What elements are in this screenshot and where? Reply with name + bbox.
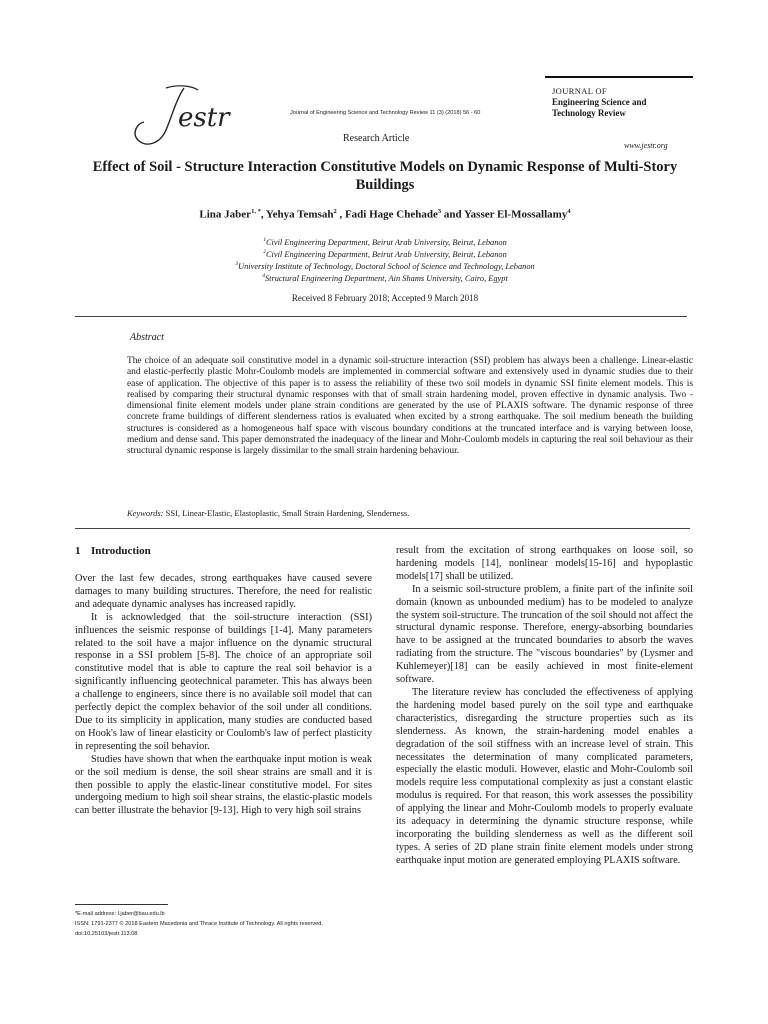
author-sup: 3 xyxy=(437,208,442,215)
paragraph: It is acknowledged that the soil-structure interaction (SSI) influences the seismic response of buildings [1-4]. Many parameters related to the soil have a major influence on the dynamic structural response in a SSI problem [5-8]. The choice of an appropriate soil constitutive model that is able to capture the real soil behavior is a significantly influencing geotechnical parameter. This has always been a challenge to engineers, since there is no available soil model that can perfectly depict the complex behavior of the soil under all conditions. Due to its simplicity in application, many studies are conducted based on Hook's law of linear elasticity or Coulomb's law of perfect plasticity in representing the soil behavior. xyxy=(75,611,372,752)
keywords-list: SSI, Linear-Elastic, Elastoplastic, Small Strain Hardening, Slenderness. xyxy=(163,508,410,518)
affiliation-text: Structural Engineering Department, Ain Shams University, Cairo, Egypt xyxy=(264,273,508,283)
journal-name-line1: JOURNAL OF xyxy=(552,86,607,96)
author-sup: 1, * xyxy=(251,208,261,215)
affiliation-text: Civil Engineering Department, Beirut Arab University, Beirut, Lebanon xyxy=(265,249,507,259)
journal-name-box xyxy=(552,86,692,119)
footnote-rule xyxy=(75,904,168,905)
journal-name-line3: Technology Review xyxy=(552,108,626,118)
affiliation-sup: 4 xyxy=(262,273,265,279)
affiliation xyxy=(110,237,660,247)
logo-text: estr xyxy=(178,103,230,133)
divider xyxy=(75,316,687,317)
received-dates: Received 8 February 2018; Accepted 9 March 2018 xyxy=(291,293,479,303)
abstract-text: The choice of an adequate soil constitutive model in a dynamic soil-structure interaction (SSI) problem has always been a challenge. Linear-elastic and elastic-perfectly plastic Mohr-Coulomb models are implemented in commercial software and extensively used in dynamic studies due to their ease of application. The objective of this paper is to assess the reliability of these two soil models in dynamic SSI finite element models. This is realised by comparing their structural dynamic responses with that of small strain hardening model, proven effective in dynamic analysis. Two - dimensional finite element models under plane strain conditions are generated by the use of PLAXIS software. The dynamic response of three concrete frame buildings of different slenderness ratios is evaluated when excited by a strong earthquake. The soil medium beneath the building structures is considered as a homogeneous half space with viscous boundary conditions at the truncated interface and is varying between loose, medium and dense sand. This paper demonstrated the inadequacy of the linear and Mohr-Coulomb models in capturing the real soil behaviour as their structural dynamic response is largely dissimilar to the small strain hardening behaviour. xyxy=(127,356,693,457)
author-sup: 2 xyxy=(333,208,337,215)
left-column xyxy=(75,573,372,818)
affiliation-text: University Institute of Technology, Doctoral School of Science and Technology, Lebanon xyxy=(238,261,535,271)
affiliation-sup: 3 xyxy=(235,261,239,267)
journal-url[interactable]: www.jestr.org xyxy=(624,141,668,150)
keywords-label: Keywords: xyxy=(127,508,164,518)
section-title: Introduction xyxy=(91,545,151,557)
footnote-issn: ISSN: 1791-2377 © 2018 Eastern Macedonia and Thrace Institute of Technology. All rights reserved. xyxy=(75,921,323,927)
paragraph: Studies have shown that when the earthquake input motion is weak or the soil medium is dense, the soil shear strains are small and it is then possible to apply the elastic-linear constitutive model. For sites undergoing medium to high soil shear strains, the elastic-plastic models can better illustrate the behavior [9-13]. High to very high soil strains xyxy=(75,753,372,817)
affiliation-text: Civil Engineering Department, Beirut Arab University, Beirut, Lebanon xyxy=(265,237,507,247)
paragraph: result from the excitation of strong earthquakes on loose soil, so hardening models [14], nonlinear models[15-16] and hypoplastic models[17] shall be utilized. xyxy=(396,545,693,582)
section-heading xyxy=(75,545,151,557)
author-sup: 4 xyxy=(567,208,571,215)
right-column xyxy=(396,545,693,868)
footnote-email[interactable]: *E-mail address: l.jaber@bau.edu.lb xyxy=(75,911,165,917)
affiliation-sup: 1 xyxy=(263,237,266,243)
footnote-doi: doi:10.25103/jestr.113.08 xyxy=(75,931,138,937)
affiliation-sup: 2 xyxy=(263,249,266,255)
divider xyxy=(75,528,690,529)
affiliation xyxy=(110,249,660,259)
paragraph: Over the last few decades, strong earthquakes have caused severe damages to many building structures. Therefore, the need for realistic and adequate dynamic analyses has increased rapidly. xyxy=(75,573,372,610)
affiliation xyxy=(110,261,660,271)
author-name: Lina Jaber xyxy=(199,208,252,221)
author-name: Yehya Temsah xyxy=(265,208,334,221)
paragraph: In a seismic soil-structure problem, a finite part of the infinite soil domain (known as unbounded medium) has to be modeled to analyze the system soil-structure. The truncation of the soil should not affect the structural dynamic response. Therefore, energy-absorbing boundaries have to be assigned at the truncated boundaries to absorb the waves radiating from the structure. The "viscous boundaries" by (Lysmer and Kuhlemeyer)[18] can be easily achieved in most finite-element software. xyxy=(396,583,693,686)
header-rule xyxy=(545,76,693,78)
affiliation xyxy=(110,273,660,283)
author-list xyxy=(110,208,660,221)
author-name: Fadi Hage Chehade xyxy=(344,208,438,221)
keywords xyxy=(127,508,693,518)
author-sep: , xyxy=(260,208,266,221)
author-name: Yasser El-Mossallamy xyxy=(463,208,568,221)
author-sep: and xyxy=(441,208,464,221)
author-sep: , xyxy=(336,208,345,221)
journal-logo xyxy=(126,82,236,152)
journal-citation: Journal of Engineering Science and Technology Review 11 (3) (2018) 56 - 60 xyxy=(290,110,481,116)
paragraph: The literature review has concluded the effectiveness of applying the hardening model based purely on the soil type and earthquake characteristics, disregarding the structure properties such as its slenderness. As known, the strain-hardening model enables a degradation of the soil stiffness with an increase level of strain. This necessitates the determination of many complicated parameters, especially the elastic moduli. However, elastic and Mohr-Coulomb soil models require less computational complexity as just a constant elastic modulus is required. For that reason, this work assesses the possibility of applying the linear and Mohr-Coulomb models to properly evaluate its adequacy in determining the dynamic structure response, while incorporating the building slenderness as well as the different soil types. A series of 2D plane strain finite element models under strong earthquake input motion are generated employing PLAXIS software. xyxy=(396,686,693,866)
journal-name-line2: Engineering Science and xyxy=(552,97,647,107)
article-type: Research Article xyxy=(343,133,410,144)
paper-title: Effect of Soil - Structure Interaction Constitutive Models on Dynamic Response of Multi-Story Buildings xyxy=(92,159,678,193)
section-number: 1 xyxy=(75,545,81,557)
abstract-heading: Abstract xyxy=(130,332,164,343)
